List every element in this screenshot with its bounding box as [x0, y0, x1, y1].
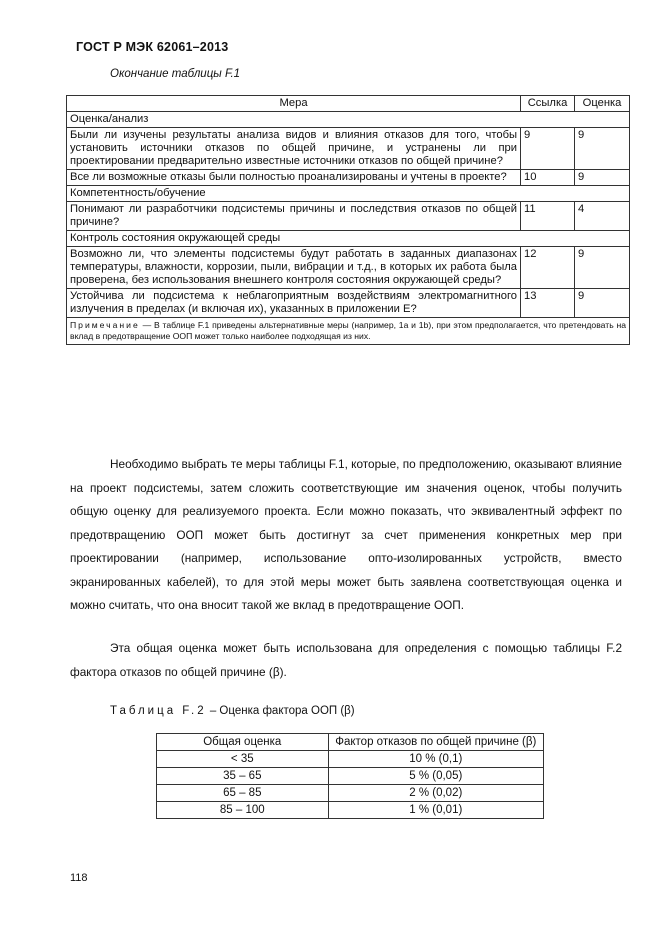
table-row	[67, 247, 630, 289]
note-label: Примечание	[70, 320, 140, 330]
body-paragraph-2: Эта общая оценка может быть использована для определения с помощью таблицы F.2 фактора отказов по общей причине (β).	[70, 641, 622, 679]
section-row	[67, 186, 630, 202]
reference-cell: 10	[521, 170, 575, 186]
ccf-factor-cell: 10 % (0,1)	[328, 751, 543, 768]
table-row	[67, 170, 630, 186]
ccf-factor-cell: 1 % (0,01)	[328, 802, 543, 819]
ccf-factor-cell: 2 % (0,02)	[328, 785, 543, 802]
score-cell: 9	[575, 247, 630, 289]
body-paragraph-1: Необходимо выбрать те меры таблицы F.1, которые, по предположению, оказывают влияние на проект подсистемы, затем сложить соответствующие им значения оценок, чтобы получить общую оценку для реализуемого проекта. Если можно показать, что эквивалентный эффект по предотвращению ООП может быть достигнут за счет применения конкретных мер при проектировании (например, использование опто-изолированных устройств, вместо экранированных кабелей), то для этой меры может быть заявлена соответствующая оценка и можно считать, что она вносит такой же вклад в предотвращение ООП.	[70, 457, 622, 612]
reference-cell: 11	[521, 202, 575, 231]
section-title: Контроль состояния окружающей среды	[67, 231, 630, 247]
section-row	[67, 112, 630, 128]
table-row	[157, 751, 544, 768]
measure-cell: Понимают ли разработчики подсистемы причины и последствия отказов по общей причине?	[67, 202, 521, 231]
measure-cell: Возможно ли, что элементы подсистемы будут работать в заданных диапазонах температуры, влажности, коррозии, пыли, вибрации и т.д., в которых их работа была проверена, без использования внешнего контроля состояния окружающей среды?	[67, 247, 521, 289]
column-header-overall-score: Общая оценка	[157, 734, 329, 751]
table-header-row	[157, 734, 544, 751]
score-cell: 9	[575, 170, 630, 186]
overall-score-cell: 35 – 65	[157, 768, 329, 785]
section-title: Оценка/анализ	[67, 112, 630, 128]
measure-cell: Устойчива ли подсистема к неблагоприятным воздействиям электромагнитного излучения в пределах (и включая их), указанных в приложении Е?	[67, 289, 521, 318]
standard-header: ГОСТ Р МЭК 62061–2013	[76, 40, 229, 54]
section-title: Компетентность/обучение	[67, 186, 630, 202]
table-row	[67, 289, 630, 318]
table-row	[67, 128, 630, 170]
column-header-score: Оценка	[575, 96, 630, 112]
measure-cell: Были ли изучены результаты анализа видов и влияния отказов для того, чтобы установить источники отказов по общей причине, и устранены ли при проектировании предварительно известные источники отказов по общей причине?	[67, 128, 521, 170]
reference-cell: 12	[521, 247, 575, 289]
reference-cell: 9	[521, 128, 575, 170]
table-f2-caption	[110, 705, 355, 717]
note-row	[67, 318, 630, 345]
page-number: 118	[70, 872, 88, 884]
score-cell: 4	[575, 202, 630, 231]
table-f2-caption-title: – Оценка фактора ООП (β)	[209, 705, 355, 717]
table-f1	[66, 95, 630, 345]
table-row	[157, 768, 544, 785]
measure-cell: Все ли возможные отказы были полностью проанализированы и учтены в проекте?	[67, 170, 521, 186]
table-row	[67, 202, 630, 231]
table-note	[67, 318, 630, 345]
column-header-measure: Мера	[67, 96, 521, 112]
table-f1-caption: Окончание таблицы F.1	[110, 68, 241, 80]
section-row	[67, 231, 630, 247]
table-row	[157, 785, 544, 802]
reference-cell: 13	[521, 289, 575, 318]
ccf-factor-cell: 5 % (0,05)	[328, 768, 543, 785]
overall-score-cell: < 35	[157, 751, 329, 768]
score-cell: 9	[575, 289, 630, 318]
overall-score-cell: 65 – 85	[157, 785, 329, 802]
column-header-ccf-factor: Фактор отказов по общей причине (β)	[328, 734, 543, 751]
column-header-reference: Ссылка	[521, 96, 575, 112]
table-row	[157, 802, 544, 819]
note-text: — В таблице F.1 приведены альтернативные меры (например, 1а и 1b), при этом предполагается, что претендовать на вклад в предотвращение ООП может только наиболее подходящая из них.	[70, 320, 627, 341]
overall-score-cell: 85 – 100	[157, 802, 329, 819]
score-cell: 9	[575, 128, 630, 170]
table-f2	[156, 733, 544, 819]
table-f2-caption-prefix: Таблица F.2	[110, 705, 207, 717]
table-header-row	[67, 96, 630, 112]
